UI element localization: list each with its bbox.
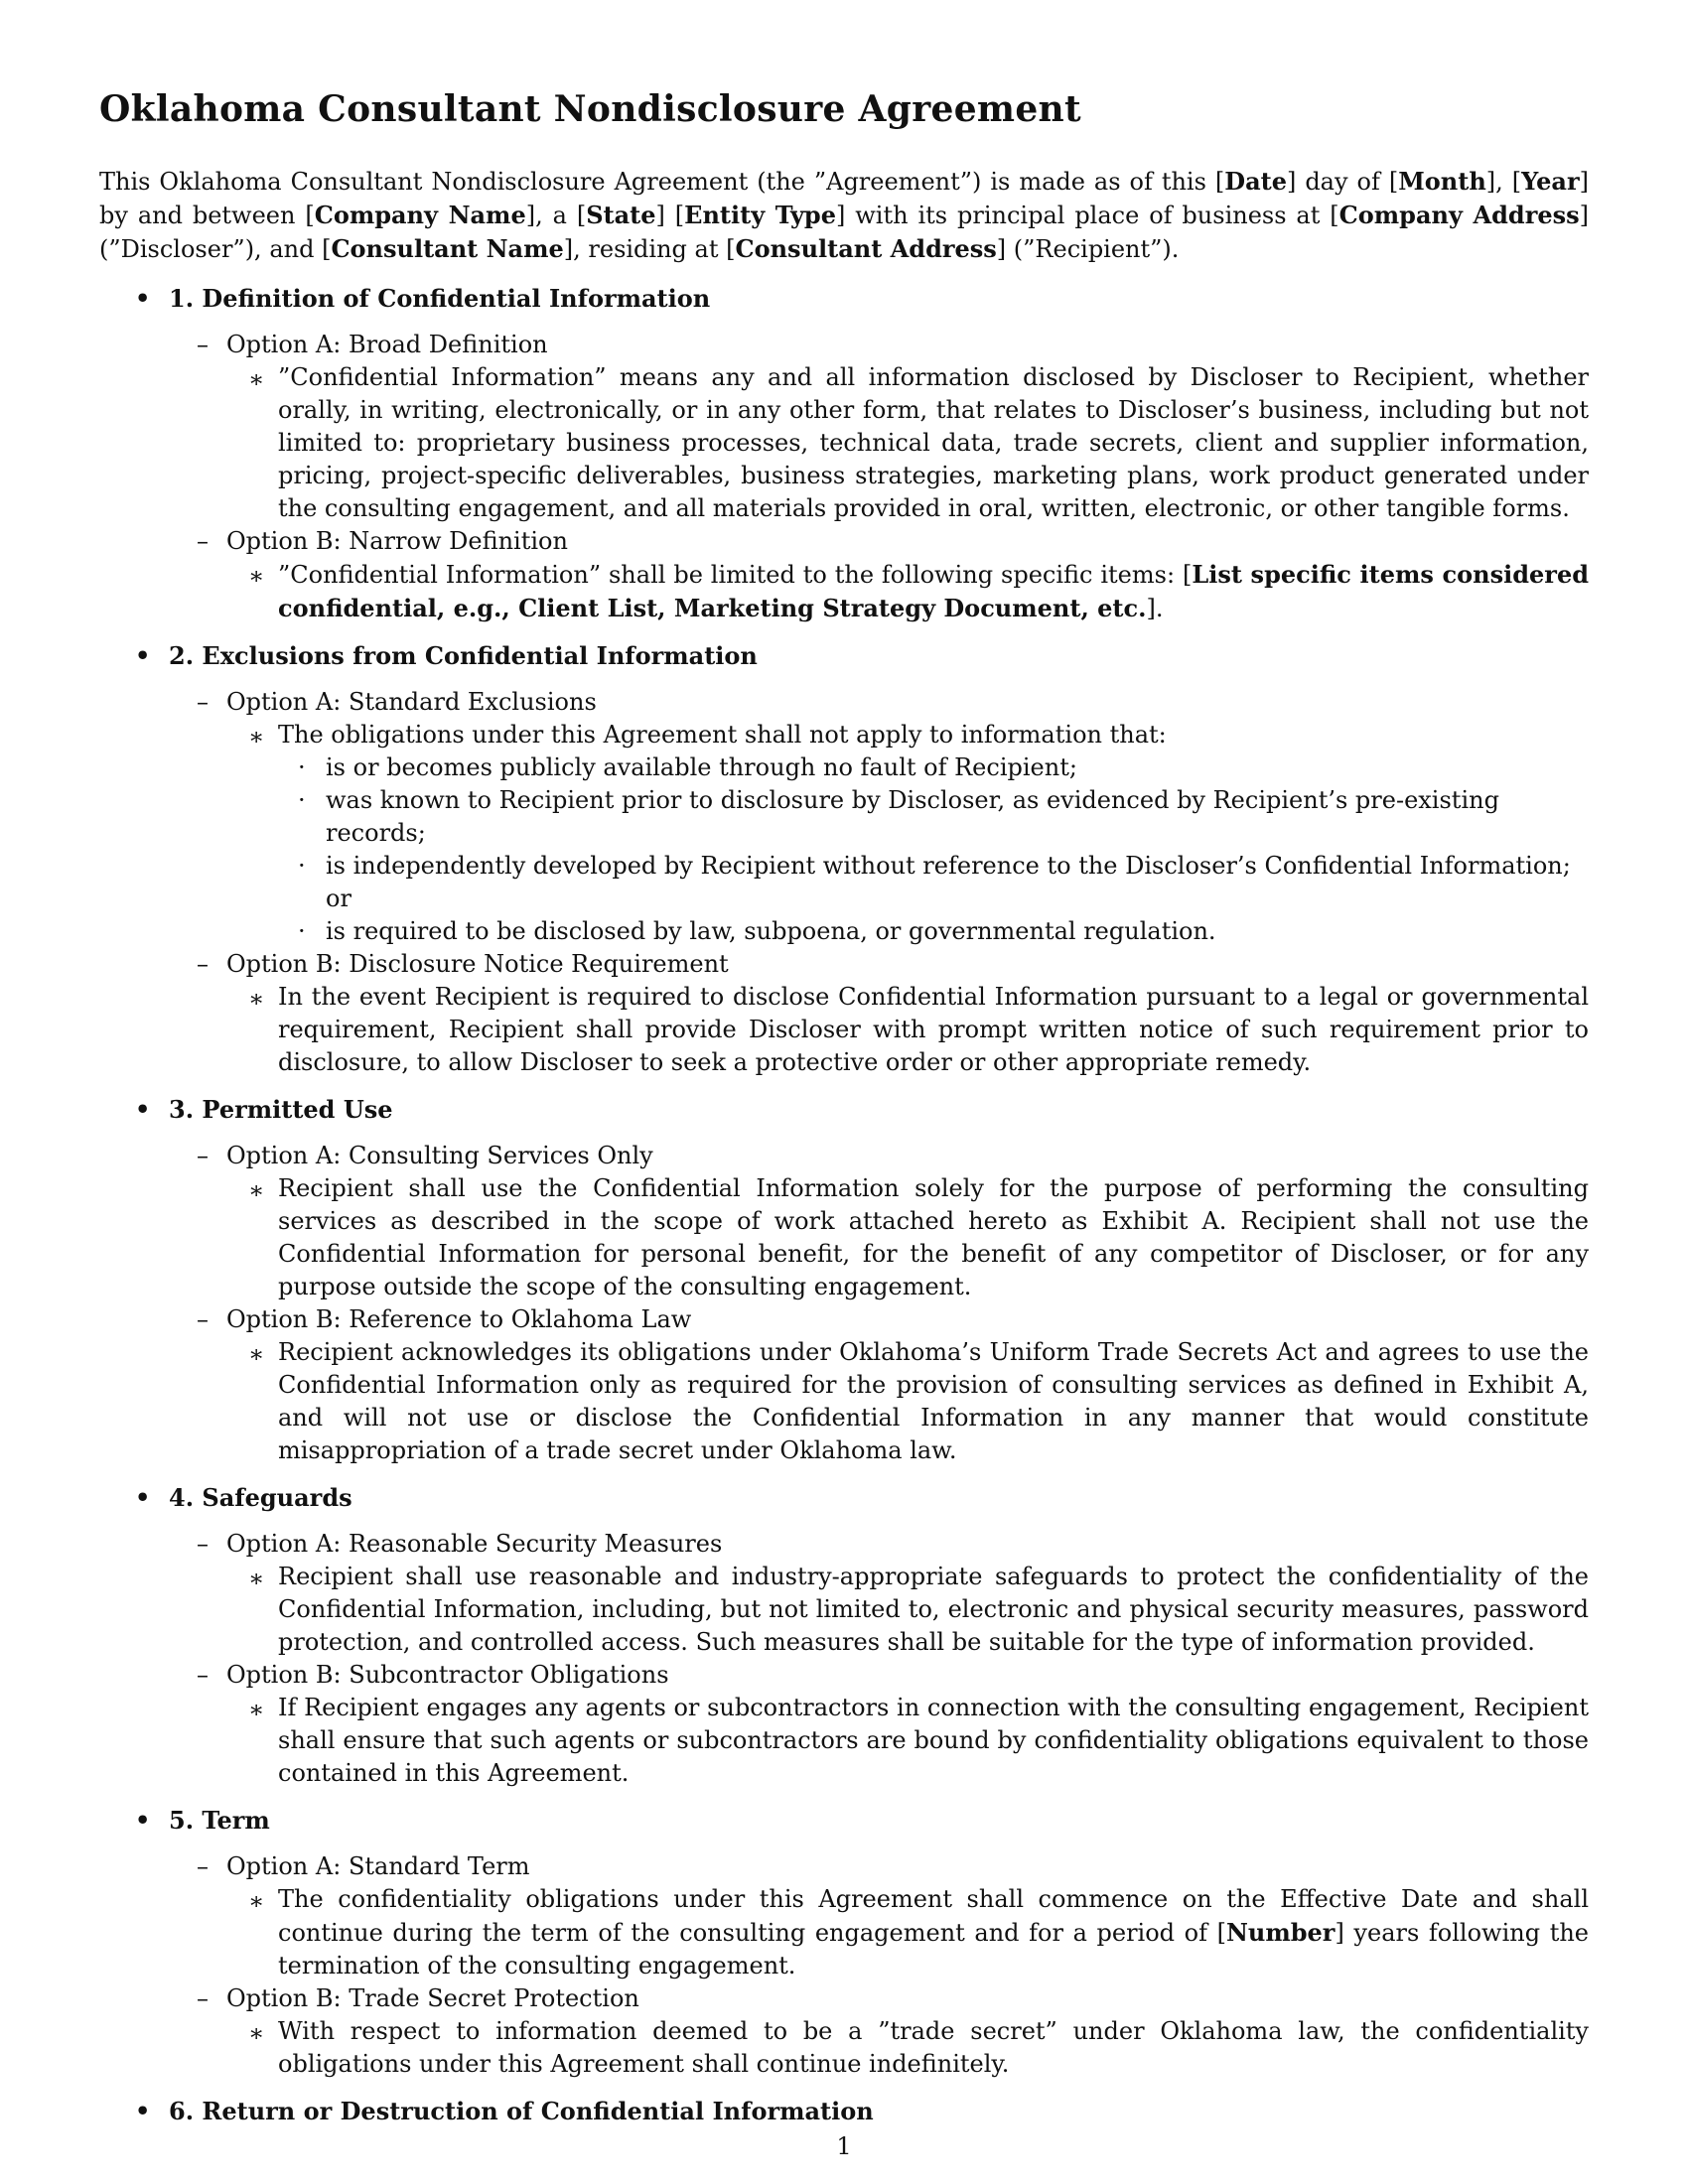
clause-text: Recipient shall use the Confidential Information solely for the purpose of performing the consulting services as described in the scope of work attached hereto as Exhibit A. Recipient shall not use the Confidential Information for personal benefit, for the benefit of any competitor of Discloser, or for any purpose outside the scope of the consulting engagement.: [278, 1174, 1589, 1300]
option-label: [99, 948, 1589, 981]
sections-list: [99, 282, 1589, 2127]
option-label-text: Option B: Narrow Definition: [226, 527, 568, 555]
clause-text: Recipient acknowledges its obligations under Oklahoma’s Uniform Trade Secrets Act and agrees to use the Confidential Information only as required for the provision of consulting services as defined in Exhibit A, and will not use or disclose the Confidential Information in any manner that would constitute misappropriation of a trade secret under Oklahoma law.: [278, 1338, 1589, 1464]
option-label-text: Option B: Trade Secret Protection: [226, 1984, 639, 2012]
clause-text: Recipient shall use reasonable and industry-appropriate safeguards to protect the confidentiality of the Confidential Information, including, but not limited to, electronic and physical security measures, password protection, and controlled access. Such measures shall be suitable for the type of information provided.: [278, 1563, 1589, 1656]
dash-icon: –: [197, 1984, 209, 2012]
options-list: [99, 1850, 1589, 2081]
list-item: [99, 981, 1589, 1079]
asterisk-icon: ∗: [248, 2019, 265, 2047]
clause-text: ”Confidential Information” shall be limited to the following specific items: [: [278, 561, 1193, 589]
option-label-text: Option A: Consulting Services Only: [226, 1142, 653, 1169]
document-title: Oklahoma Consultant Nondisclosure Agreement: [99, 88, 1081, 130]
clause-text: If Recipient engages any agents or subcontractors in connection with the consulting engagement, Recipient shall ensure that such agents or subcontractors are bound by confidentiality obligations equivalent to those contained in this Agreement.: [278, 1694, 1589, 1787]
section-3: [99, 1093, 1589, 1467]
option-label: [99, 525, 1589, 558]
intro-paragraph: [99, 165, 1589, 266]
asterisk-icon: ∗: [248, 1887, 265, 1915]
asterisk-icon: ∗: [248, 1696, 265, 1723]
options-list: [99, 329, 1589, 625]
option-label-text: Option A: Standard Exclusions: [226, 688, 597, 716]
option-a: [99, 686, 1589, 948]
list-item: [99, 558, 1589, 625]
section-heading: [99, 1804, 1589, 1837]
dot-icon: ·: [298, 852, 306, 880]
asterisk-icon: ∗: [248, 562, 265, 590]
dash-icon: –: [197, 1142, 209, 1169]
section-heading-text: 2. Exclusions from Confidential Information: [169, 641, 758, 670]
list-item: [99, 1172, 1589, 1303]
section-heading: [99, 639, 1589, 672]
dash-icon: –: [197, 950, 209, 978]
option-label-text: Option A: Broad Definition: [226, 331, 548, 358]
placeholder-state: State: [586, 201, 656, 229]
items-list: [99, 1692, 1589, 1790]
intro-text: ] (”Discloser”), and [: [99, 202, 1590, 263]
items-list: [99, 981, 1589, 1079]
asterisk-icon: ∗: [248, 1340, 265, 1368]
list-item: [99, 361, 1589, 525]
option-label: [99, 1982, 1589, 2015]
items-list: [99, 1561, 1589, 1659]
section-6: [99, 2095, 1589, 2127]
sub-list-item: [99, 850, 1589, 915]
option-b: [99, 525, 1589, 625]
section-4: [99, 1481, 1589, 1790]
list-item: [99, 1883, 1589, 1982]
bullet-icon: •: [135, 1483, 151, 1512]
option-label-text: Option B: Subcontractor Obligations: [226, 1661, 669, 1689]
section-heading-text: 3. Permitted Use: [169, 1095, 393, 1124]
option-label: [99, 686, 1589, 719]
option-label: [99, 1850, 1589, 1883]
options-list: [99, 1140, 1589, 1467]
option-label: [99, 1303, 1589, 1336]
placeholder-month: Month: [1398, 167, 1486, 196]
document-page: [99, 87, 1589, 2127]
list-item: [99, 719, 1589, 751]
option-a: [99, 329, 1589, 525]
exclusion-text: is or becomes publicly available through no fault of Recipient;: [326, 753, 1077, 781]
intro-text: ] (”Recipient”).: [996, 235, 1180, 263]
asterisk-icon: ∗: [248, 985, 265, 1013]
list-item: [99, 1692, 1589, 1790]
sub-list-item: [99, 751, 1589, 784]
placeholder-company-address: Company Address: [1338, 201, 1580, 229]
list-item: [99, 2015, 1589, 2081]
option-label: [99, 1140, 1589, 1172]
dash-icon: –: [197, 1661, 209, 1689]
sub-list-item: [99, 915, 1589, 948]
intro-text: ], [: [1485, 168, 1522, 196]
items-list: [99, 1172, 1589, 1303]
items-list: [99, 1336, 1589, 1467]
placeholder-specific-items: List specific items considered confidential, e.g., Client List, Marketing Strategy Document, etc.: [278, 560, 1590, 622]
bullet-icon: •: [135, 1095, 151, 1124]
intro-text: ] [: [655, 202, 685, 229]
asterisk-icon: ∗: [248, 365, 265, 393]
option-label: [99, 1659, 1589, 1692]
section-2: [99, 639, 1589, 1079]
section-heading-text: 6. Return or Destruction of Confidential Information: [169, 2097, 874, 2125]
section-heading-text: 5. Term: [169, 1806, 270, 1835]
option-b: [99, 948, 1589, 1079]
placeholder-number: Number: [1225, 1918, 1336, 1947]
intro-text: ] with its principal place of business at [: [835, 202, 1339, 229]
placeholder-consultant-name: Consultant Name: [331, 234, 564, 263]
options-list: [99, 686, 1589, 1079]
dot-icon: ·: [298, 786, 306, 814]
placeholder-entity-type: Entity Type: [684, 201, 836, 229]
intro-text: ] day of [: [1286, 168, 1399, 196]
items-list: [99, 361, 1589, 525]
exclusion-text: is required to be disclosed by law, subpoena, or governmental regulation.: [326, 917, 1216, 945]
section-heading: [99, 1093, 1589, 1126]
items-list: [99, 2015, 1589, 2081]
section-heading-text: 4. Safeguards: [169, 1483, 352, 1512]
clause-text: ] years following the termination of the consulting engagement.: [278, 1919, 1589, 1979]
dash-icon: –: [197, 688, 209, 716]
exclusion-text: was known to Recipient prior to disclosure by Discloser, as evidenced by Recipient’s pre-existing records;: [326, 786, 1499, 847]
placeholder-date: Date: [1224, 167, 1287, 196]
option-label: [99, 1528, 1589, 1561]
dash-icon: –: [197, 331, 209, 358]
asterisk-icon: ∗: [248, 1565, 265, 1592]
option-label: [99, 329, 1589, 361]
clause-text: ].: [1146, 595, 1164, 622]
section-heading-text: 1. Definition of Confidential Information: [169, 284, 711, 313]
bullet-icon: •: [135, 641, 151, 670]
option-b: [99, 1982, 1589, 2081]
clause-text: With respect to information deemed to be a ”trade secret” under Oklahoma law, the confidentiality obligations under this Agreement shall continue indefinitely.: [278, 2017, 1589, 2078]
exclusion-text: is independently developed by Recipient without reference to the Discloser’s Confidential Information; or: [326, 852, 1571, 912]
items-list: [99, 719, 1589, 751]
section-heading: [99, 282, 1589, 315]
dot-icon: ·: [298, 917, 306, 945]
option-label-text: Option B: Reference to Oklahoma Law: [226, 1305, 692, 1333]
option-b: [99, 1659, 1589, 1790]
list-item: [99, 1336, 1589, 1467]
option-b: [99, 1303, 1589, 1467]
list-item: [99, 1561, 1589, 1659]
dot-icon: ·: [298, 753, 306, 781]
option-a: [99, 1528, 1589, 1659]
intro-text: ], residing at [: [563, 235, 736, 263]
dash-icon: –: [197, 1852, 209, 1880]
subitems-list: [99, 751, 1589, 948]
section-1: [99, 282, 1589, 625]
items-list: [99, 558, 1589, 625]
clause-text: ”Confidential Information” means any and all information disclosed by Discloser to Recipient, whether orally, in writing, electronically, or in any other form, that relates to Discloser’s business, including but not limited to: proprietary business processes, technical data, trade secrets, client and supplier information, pricing, project-specific deliverables, business strategies, marketing plans, work product generated under the consulting engagement, and all materials provided in oral, written, electronic, or other tangible forms.: [278, 363, 1589, 522]
intro-text: This Oklahoma Consultant Nondisclosure Agreement (the ”Agreement”) is made as of this [: [99, 168, 1225, 196]
dash-icon: –: [197, 527, 209, 555]
clause-text: The obligations under this Agreement shall not apply to information that:: [278, 721, 1167, 749]
clause-text: In the event Recipient is required to disclose Confidential Information pursuant to a legal or governmental requirement, Recipient shall provide Discloser with prompt written notice of such requirement prior to disclosure, to allow Discloser to seek a protective order or other appropriate remedy.: [278, 983, 1589, 1076]
section-heading: [99, 2095, 1589, 2127]
clause-text: The confidentiality obligations under this Agreement shall commence on the Effective Date and shall continue during the term of the consulting engagement and for a period of [: [278, 1885, 1589, 1947]
asterisk-icon: ∗: [248, 723, 265, 751]
page-number: 1: [836, 2132, 852, 2160]
dash-icon: –: [197, 1530, 209, 1558]
option-label-text: Option A: Reasonable Security Measures: [226, 1530, 723, 1558]
option-a: [99, 1850, 1589, 1982]
section-heading: [99, 1481, 1589, 1514]
section-5: [99, 1804, 1589, 2081]
placeholder-consultant-address: Consultant Address: [735, 234, 997, 263]
option-label-text: Option B: Disclosure Notice Requirement: [226, 950, 729, 978]
bullet-icon: •: [135, 1806, 151, 1835]
dash-icon: –: [197, 1305, 209, 1333]
placeholder-company-name: Company Name: [314, 201, 526, 229]
option-label-text: Option A: Standard Term: [226, 1852, 530, 1880]
sub-list-item: [99, 784, 1589, 850]
intro-text: ], a [: [525, 202, 587, 229]
options-list: [99, 1528, 1589, 1790]
intro-text: ] by and between [: [99, 168, 1589, 229]
option-a: [99, 1140, 1589, 1303]
bullet-icon: •: [135, 2097, 151, 2125]
asterisk-icon: ∗: [248, 1176, 265, 1204]
placeholder-year: Year: [1521, 167, 1580, 196]
bullet-icon: •: [135, 284, 151, 313]
items-list: [99, 1883, 1589, 1982]
